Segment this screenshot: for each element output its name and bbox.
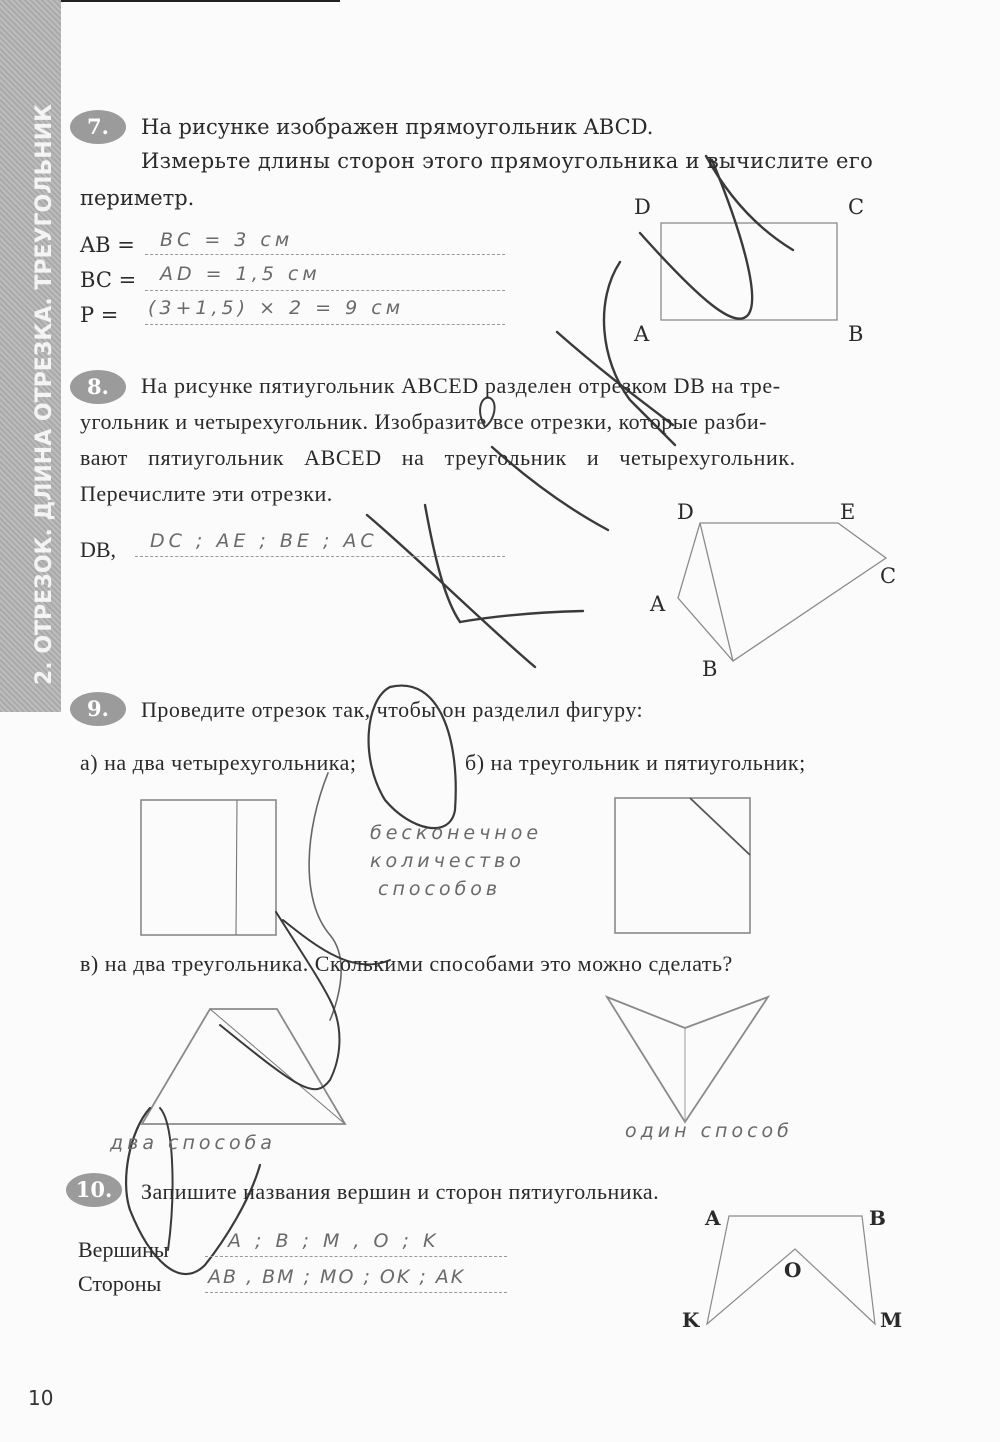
task-8-label-e: E <box>840 500 856 524</box>
task-8-answer-prefix: DB, <box>80 537 117 562</box>
task-7-p-answer[interactable]: (3+1,5) × 2 = 9 см <box>148 297 405 319</box>
task-10-label-m: M <box>880 1308 903 1332</box>
task-10-label-b: B <box>869 1206 886 1230</box>
square-b-figure <box>615 798 750 933</box>
task-7-number-badge: 7. <box>70 110 126 144</box>
task-7-bc-answer[interactable]: AD = 1,5 см <box>160 263 321 285</box>
pentagon-abced-figure <box>678 523 886 661</box>
task-8-label-b: B <box>702 657 718 681</box>
chapter-title: 2. ОТРЕЗОК. ДЛИНА ОТРЕЗКА. ТРЕУГОЛЬНИК <box>32 103 57 685</box>
task-7-label-c: C <box>848 195 865 219</box>
task-8-label-c: C <box>880 564 897 588</box>
task-7-ab-label: AB = <box>80 233 135 257</box>
task-10-vertices-label: Вершины <box>78 1237 169 1262</box>
task-7-label-b: B <box>848 322 864 346</box>
task-10-text-line-1: Запишите названия вершин и сторон пятиугольника. <box>141 1179 660 1204</box>
task-10-sides-answer[interactable]: AB , BM ; MO ; OK ; AK <box>208 1266 466 1288</box>
task-8-label-d: D <box>677 500 694 524</box>
task-9-part-v-label: в) на два треугольника. Сколькими способами это можно сделать? <box>80 951 733 976</box>
task-7-p-label: P = <box>80 303 119 327</box>
task-7-ab-answer[interactable]: BC = 3 см <box>160 229 294 251</box>
task-7-ab-answer-line <box>145 254 505 255</box>
task-8-text-line-4: Перечислите эти отрезки. <box>80 481 333 506</box>
task-8-label-a: A <box>650 592 666 616</box>
task-7-text-line-3: периметр. <box>80 186 195 210</box>
task-10-label-k: K <box>682 1308 700 1332</box>
task-9-part-a-label: а) на два четырехугольника; <box>80 750 357 775</box>
task-10-vertices-line <box>205 1256 507 1257</box>
task-9-part-b-label: б) на треугольник и пятиугольник; <box>465 750 806 775</box>
task-9-number-badge: 9. <box>70 692 126 726</box>
task-10-sides-line <box>205 1292 507 1293</box>
trapezoid-figure <box>142 1009 345 1124</box>
task-10-number-badge: 10. <box>66 1173 122 1207</box>
arrow-quadrilateral-figure <box>607 997 768 1122</box>
task-7-text-line-1: На рисунке изображен прямоугольник ABCD. <box>141 115 654 139</box>
task-9-note-line-2[interactable]: количество <box>370 850 525 872</box>
task-8-number-badge: 8. <box>70 370 126 404</box>
task-10-label-o: O <box>784 1258 802 1282</box>
task-9-note-line-1[interactable]: бесконечное <box>370 822 543 844</box>
task-8-text-line-2: угольник и четырехугольник. Изобразите все отрезки, которые разби- <box>80 409 767 434</box>
task-10-sides-label: Стороны <box>78 1271 162 1296</box>
task-7-text-line-2: Измерьте длины сторон этого прямоугольника и вычислите его <box>141 149 874 173</box>
task-9-text-line-1: Проведите отрезок так, чтобы он разделил фигуру: <box>141 697 644 722</box>
square-a-figure <box>141 800 276 935</box>
task-10-vertices-answer[interactable]: A ; B ; M , O ; K <box>228 1230 440 1252</box>
task-7-p-answer-line <box>145 324 505 325</box>
task-8-text-line-1: На рисунке пятиугольник ABCED разделен отрезком DB на тре- <box>141 373 781 398</box>
task-7-bc-answer-line <box>145 290 505 291</box>
task-8-answer[interactable]: DC ; AE ; BE ; AC <box>150 530 378 552</box>
task-9-note-line-3[interactable]: способов <box>378 878 502 900</box>
task-9-v-right-answer[interactable]: один способ <box>625 1120 793 1142</box>
task-7-label-d: D <box>634 195 651 219</box>
task-8-text-line-3: вают пятиугольник ABCED на треугольник и четырехугольник. <box>80 445 796 470</box>
task-10-label-a: A <box>705 1206 721 1230</box>
task-8-answer-line <box>135 556 505 557</box>
task-7-bc-label: BC = <box>80 268 137 292</box>
task-7-label-a: A <box>634 322 650 346</box>
task-9-v-left-answer[interactable]: два способа <box>110 1132 276 1154</box>
page-number: 10 <box>28 1386 54 1410</box>
